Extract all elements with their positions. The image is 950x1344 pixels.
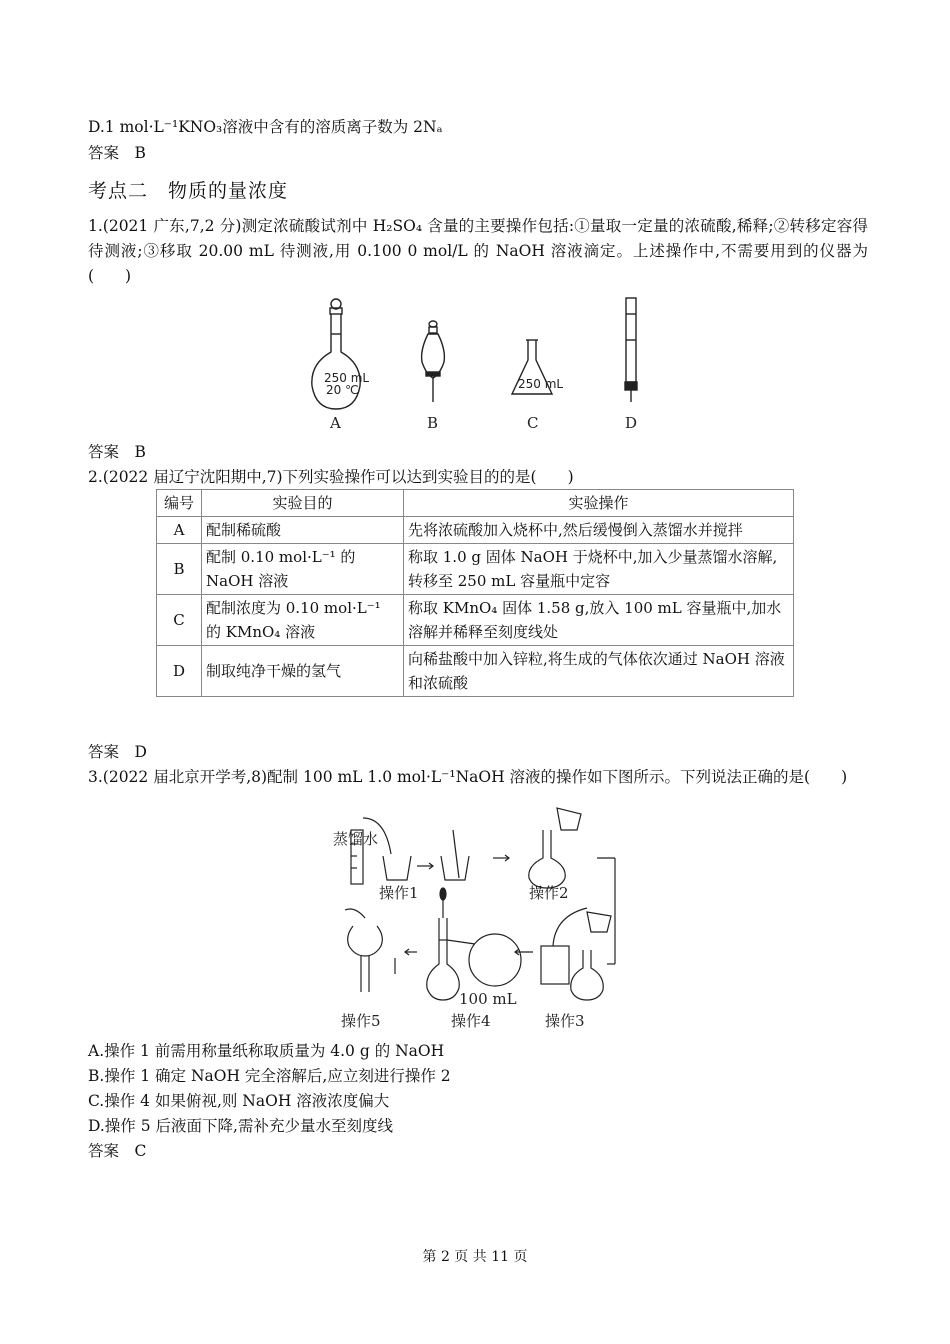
q3-option-d: D.操作 5 后液面下降,需补充少量水至刻度线 bbox=[88, 1117, 393, 1135]
q3-option-b: B.操作 1 确定 NaOH 完全溶解后,应立刻进行操作 2 bbox=[88, 1067, 451, 1085]
invert-flask-icon bbox=[345, 909, 382, 992]
burette-icon bbox=[625, 298, 637, 402]
separatory-funnel-icon bbox=[422, 321, 445, 402]
row-id: A bbox=[157, 517, 202, 544]
row-id: C bbox=[157, 595, 202, 646]
table-header: 实验操作 bbox=[404, 490, 794, 517]
q2-answer: 答案 D bbox=[88, 743, 147, 761]
q2-table bbox=[156, 489, 794, 697]
flask-c-volume: 250 mL bbox=[518, 377, 564, 391]
op5-label: 操作5 bbox=[341, 1012, 381, 1030]
row-op: 先将浓硫酸加入烧杯中,然后缓慢倒入蒸馏水并搅拌 bbox=[404, 517, 794, 544]
row-op: 称取 KMnO₄ 固体 1.58 g,放入 100 mL 容量瓶中,加水溶解并稀释至刻度线处 bbox=[404, 595, 794, 646]
table-row bbox=[157, 646, 794, 697]
water-label-1: 蒸馏水 bbox=[333, 830, 379, 848]
row-op: 称取 1.0 g 固体 NaOH 于烧杯中,加入少量蒸馏水溶解,转移至 250 mL 容量瓶中定容 bbox=[404, 544, 794, 595]
q3-stem: 3.(2022 届北京开学考,8)配制 100 mL 1.0 mol·L⁻¹NaOH 溶液的操作如下图所示。下列说法正确的是( ) bbox=[88, 768, 848, 786]
row-goal: 配制稀硫酸 bbox=[202, 517, 404, 544]
label-d: D bbox=[625, 414, 638, 432]
row-goal: 配制浓度为 0.10 mol·L⁻¹ 的 KMnO₄ 溶液 bbox=[202, 595, 404, 646]
row-goal: 配制 0.10 mol·L⁻¹ 的 NaOH 溶液 bbox=[202, 544, 404, 595]
row-id: D bbox=[157, 646, 202, 697]
beaker-icon bbox=[383, 856, 411, 880]
make-up-flask-icon bbox=[427, 888, 521, 1000]
volume-label: 100 mL bbox=[459, 990, 517, 1008]
flask-a-volume: 250 mL bbox=[324, 371, 370, 385]
label-c: C bbox=[527, 414, 539, 432]
op1-label: 操作1 bbox=[379, 884, 419, 902]
table-row bbox=[157, 544, 794, 595]
q3-option-c: C.操作 4 如果俯视,则 NaOH 溶液浓度偏大 bbox=[88, 1092, 390, 1110]
q1-apparatus-figure bbox=[300, 294, 660, 436]
row-id: B bbox=[157, 544, 202, 595]
graduated-cylinder-icon bbox=[351, 818, 391, 884]
q3-answer: 答案 C bbox=[88, 1142, 147, 1160]
table-row bbox=[157, 517, 794, 544]
q3-procedure-figure bbox=[325, 800, 625, 1032]
op3-label: 操作3 bbox=[545, 1012, 585, 1030]
row-goal: 制取纯净干燥的氢气 bbox=[202, 646, 404, 697]
op2-label: 操作2 bbox=[529, 884, 569, 902]
table-row bbox=[157, 595, 794, 646]
table-header: 实验目的 bbox=[202, 490, 404, 517]
q1-answer: 答案 B bbox=[88, 443, 146, 461]
op4-label: 操作4 bbox=[451, 1012, 491, 1030]
label-b: B bbox=[427, 414, 439, 432]
q3-option-a: A.操作 1 前需用称量纸称取质量为 4.0 g 的 NaOH bbox=[88, 1042, 445, 1060]
table-header: 编号 bbox=[157, 490, 202, 517]
stirring-beaker-icon bbox=[441, 830, 469, 880]
table-header-row bbox=[157, 490, 794, 517]
rinse-flask-icon bbox=[541, 908, 611, 1000]
transfer-flask-icon bbox=[529, 808, 581, 888]
answer-prev: 答案 B bbox=[88, 144, 146, 162]
flask-a-temp: 20 ℃ bbox=[326, 383, 359, 397]
q1-stem: 1.(2021 广东,7,2 分)测定浓硫酸试剂中 H₂SO₄ 含量的主要操作包括:①量取一定量的浓硫酸,稀释;②转移定容得待测液;③移取 20.00 mL 待测液,用 0.100 0 mol/L 的 NaOH 溶液滴定。上述操作中,不需要用到的仪器为( ) bbox=[88, 217, 868, 285]
q2-stem: 2.(2022 届辽宁沈阳期中,7)下列实验操作可以达到实验目的的是( ) bbox=[88, 468, 574, 486]
option-d-text: D.1 mol·L⁻¹KNO₃溶液中含有的溶质离子数为 2Nₐ bbox=[88, 118, 443, 136]
label-a: A bbox=[330, 414, 341, 432]
row-op: 向稀盐酸中加入锌粒,将生成的气体依次通过 NaOH 溶液和浓硫酸 bbox=[404, 646, 794, 697]
page-footer: 第 2 页 共 11 页 bbox=[422, 1249, 528, 1265]
section-title: 考点二 物质的量浓度 bbox=[88, 180, 289, 202]
